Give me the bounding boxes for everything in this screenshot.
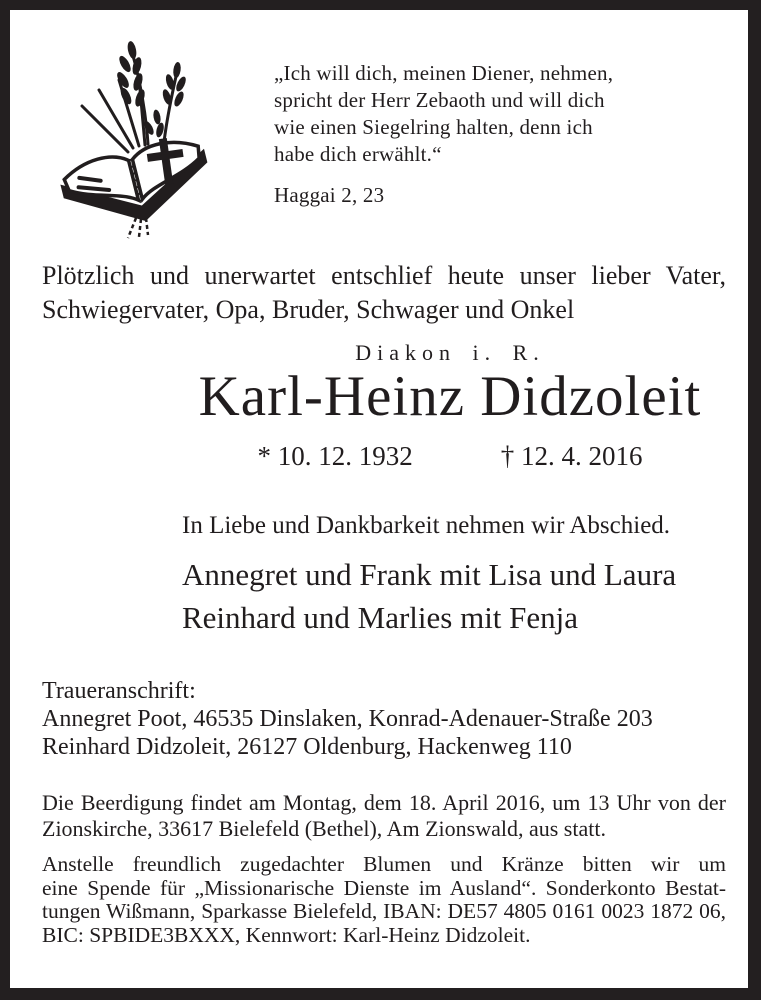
quote-line: „Ich will dich, meinen Diener, nehmen, xyxy=(274,61,614,85)
deceased-title: Diakon i. R. xyxy=(355,340,545,365)
mourning-address-line: Reinhard Didzoleit, 26127 Oldenburg, Hackenweg 110 xyxy=(42,734,572,760)
funeral-line: Die Beerdigung findet am Montag, dem 18. April 2016, um 13 Uhr von der xyxy=(42,790,726,815)
mourner-line: Annegret und Frank mit Lisa und Laura xyxy=(182,557,677,592)
mourners-list xyxy=(182,553,676,639)
donation-line: eine Spende für „Missionarische Dienste im Ausland“. Sonderkonto Bestat- xyxy=(42,875,726,900)
death-date: † 12. 4. 2016 xyxy=(500,441,643,471)
funeral-line: Zionskirche, 33617 Bielefeld (Bethel), Am Zionswald, aus statt. xyxy=(42,815,606,841)
mourning-address-label: Traueranschrift: xyxy=(42,678,196,704)
open-bible-cross-wheat-icon xyxy=(36,22,240,240)
birth-date: * 10. 12. 1932 xyxy=(257,441,413,471)
quote-line: wie einen Siegelring halten, denn ich xyxy=(274,115,593,139)
scripture-quote xyxy=(274,60,613,209)
deceased-name: Karl-Heinz Didzoleit xyxy=(198,365,702,428)
donation-info xyxy=(42,853,726,947)
quote-line: spricht der Herr Zebaoth und will dich xyxy=(274,88,605,112)
mourner-line: Reinhard und Marlies mit Fenja xyxy=(182,600,579,635)
announcement-line: Schwiegervater, Opa, Bruder, Schwager und Onkel xyxy=(42,295,575,324)
funeral-info xyxy=(42,790,726,841)
donation-line: tungen Wißmann, Sparkasse Bielefeld, IBAN: DE57 4805 0161 0023 1872 06, xyxy=(42,899,726,923)
mourning-address xyxy=(42,677,732,761)
farewell-line: In Liebe und Dankbarkeit nehmen wir Abschied. xyxy=(182,512,671,539)
mourning-address-line: Annegret Poot, 46535 Dinslaken, Konrad-Adenauer-Straße 203 xyxy=(42,706,653,732)
quote-line: habe dich erwählt.“ xyxy=(274,142,442,166)
donation-line: Anstelle freundlich zugedachter Blumen und Kränze bitten wir um xyxy=(42,852,726,876)
death-announcement xyxy=(42,259,726,327)
announcement-line: Plötzlich und unerwartet entschlief heute unser lieber Vater, xyxy=(42,261,726,290)
donation-line: BIC: SPBIDE3BXXX, Kennwort: Karl-Heinz Didzoleit. xyxy=(42,922,531,947)
quote-source: Haggai 2, 23 xyxy=(274,183,385,207)
life-dates xyxy=(180,441,720,472)
